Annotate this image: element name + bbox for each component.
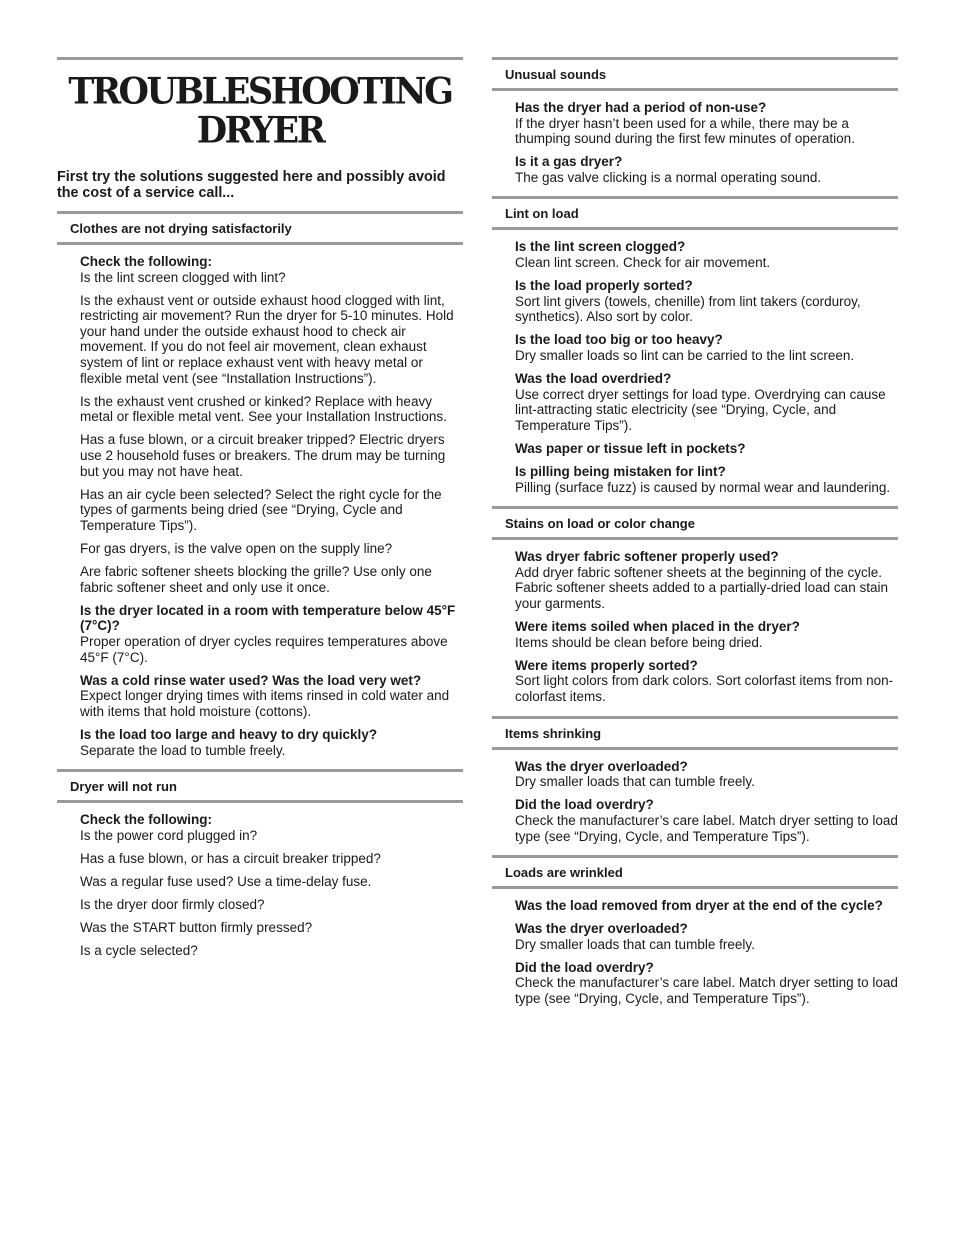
item-question: Was dryer fabric softener properly used? (515, 549, 779, 565)
item-question: Was the dryer overloaded? (515, 921, 688, 937)
troubleshooting-section (57, 769, 463, 959)
item-answer: Has a fuse blown, or has a circuit breaker tripped? (80, 850, 381, 866)
item-question: Is the load properly sorted? (515, 278, 693, 294)
item-answer: Was the START button firmly pressed? (80, 920, 313, 936)
item-answer: Has an air cycle been selected? Select the right cycle for the types of garments being dried (see “Drying, Cycle and Temperature Tips”). (80, 486, 442, 533)
item-answer: Dry smaller loads that can tumble freely. (515, 774, 755, 790)
troubleshooting-item (515, 464, 898, 495)
section-header: Lint on load (492, 196, 898, 230)
item-answer: Dry smaller loads that can tumble freely. (515, 936, 755, 952)
item-question: Is the load too large and heavy to dry quickly? (80, 726, 378, 742)
section-body (57, 245, 463, 758)
troubleshooting-item (80, 874, 463, 890)
troubleshooting-item (515, 332, 898, 363)
troubleshooting-item (515, 921, 898, 952)
item-question: Was the dryer overloaded? (515, 758, 688, 774)
troubleshooting-section (492, 855, 898, 1007)
section-body (492, 230, 898, 495)
intro-text: First try the solutions suggested here and possibly avoid the cost of a service call... (57, 169, 446, 201)
page-title (57, 72, 463, 150)
troubleshooting-item (515, 154, 898, 185)
item-answer: Dry smaller loads so lint can be carried to the lint screen. (515, 348, 855, 364)
item-answer: Has a fuse blown, or a circuit breaker tripped? Electric dryers use 2 household fuses or breakers. The drum may be turning but you may not have heat. (80, 432, 446, 479)
section-header: Items shrinking (492, 716, 898, 750)
troubleshooting-item (80, 943, 463, 959)
section-header: Dryer will not run (57, 769, 463, 803)
item-question: Check the following: (80, 254, 213, 269)
troubleshooting-item (515, 960, 898, 1007)
section-header: Clothes are not drying satisfactorily (57, 211, 463, 245)
troubleshooting-section (492, 57, 898, 185)
troubleshooting-item (80, 812, 463, 843)
section-header: Stains on load or color change (492, 506, 898, 540)
item-answer: Is a cycle selected? (80, 943, 198, 959)
title-line-1: TROUBLESHOOTING (68, 70, 452, 114)
item-answer: Sort light colors from dark colors. Sort colorfast items from non-colorfast items. (515, 673, 894, 705)
troubleshooting-item (515, 371, 898, 433)
troubleshooting-item (80, 564, 463, 595)
troubleshooting-section (492, 506, 898, 704)
item-answer: Check the manufacturer’s care label. Match dryer setting to load type (see “Drying, Cycle, and Temperature Tips”). (515, 812, 898, 844)
item-answer: For gas dryers, is the valve open on the supply line? (80, 541, 393, 556)
item-answer: Was a regular fuse used? Use a time-delay fuse. (80, 873, 372, 889)
troubleshooting-section (57, 211, 463, 758)
troubleshooting-item (80, 727, 463, 758)
item-answer: Sort lint givers (towels, chenille) from lint takers (corduroy, synthetics). Also sort by color. (515, 293, 861, 325)
section-body (492, 91, 898, 185)
troubleshooting-item (80, 254, 463, 285)
troubleshooting-item (515, 619, 898, 650)
troubleshooting-item (515, 658, 898, 705)
item-answer: Add dryer fabric softener sheets at the beginning of the cycle. Fabric softener sheets added to a partially-dried load can stain your garments. (515, 564, 888, 612)
troubleshooting-item (80, 920, 463, 936)
section-body (492, 889, 898, 1007)
item-answer: Expect longer drying times with items rinsed in cold water and with items that hold moisture (cottons). (80, 688, 450, 719)
item-answer: Is the dryer door firmly closed? (80, 897, 265, 912)
item-answer: Items should be clean before being dried. (515, 634, 763, 650)
troubleshooting-item (515, 549, 898, 611)
troubleshooting-item (515, 898, 898, 914)
troubleshooting-item (515, 239, 898, 270)
item-question: Is it a gas dryer? (515, 154, 623, 170)
troubleshooting-item (515, 100, 898, 147)
item-answer: Proper operation of dryer cycles requires temperatures above 45°F (7°C). (80, 633, 448, 665)
troubleshooting-item (80, 897, 463, 913)
troubleshooting-item (80, 603, 463, 665)
item-answer: Are fabric softener sheets blocking the grille? Use only one fabric softener sheet and only use it once. (80, 564, 432, 595)
item-answer: Is the exhaust vent or outside exhaust hood clogged with lint, restricting air movement? Run the dryer for 5-10 minutes. Hold your hand under the outside exhaust hood to check air movement. If you do not feel air movement, clean exhaust system of lint or replace exhaust vent with heavy metal or flexible metal vent (see “Installation Instructions”). (80, 292, 454, 386)
item-answer: Pilling (surface fuzz) is caused by normal wear and laundering. (515, 479, 891, 495)
troubleshooting-item (80, 673, 463, 720)
section-header: Unusual sounds (492, 57, 898, 91)
item-question: Was paper or tissue left in pockets? (515, 441, 746, 456)
section-body (492, 750, 898, 844)
troubleshooting-item (80, 851, 463, 867)
item-question: Is pilling being mistaken for lint? (515, 464, 726, 480)
item-question: Was the load removed from dryer at the end of the cycle? (515, 898, 883, 914)
item-answer: Is the exhaust vent crushed or kinked? Replace with heavy metal or flexible metal vent. See your Installation Instructions. (80, 393, 447, 425)
item-question: Is the load too big or too heavy? (515, 332, 723, 348)
item-question: Was a cold rinse water used? Was the load very wet? (80, 672, 422, 688)
item-answer: Separate the load to tumble freely. (80, 742, 286, 758)
top-rule (57, 57, 463, 60)
item-question: Did the load overdry? (515, 959, 654, 975)
section-body (492, 540, 898, 704)
item-answer: Is the lint screen clogged with lint? (80, 269, 286, 285)
troubleshooting-item (80, 487, 463, 534)
troubleshooting-item (80, 293, 463, 387)
troubleshooting-item (515, 797, 898, 844)
troubleshooting-item (515, 278, 898, 325)
item-question: Is the lint screen clogged? (515, 239, 686, 255)
troubleshooting-item (515, 759, 898, 790)
item-question: Is the dryer located in a room with temperature below 45°F (7°C)? (80, 602, 456, 634)
item-question: Were items soiled when placed in the dryer? (515, 619, 800, 635)
troubleshooting-item (80, 541, 463, 557)
item-answer: The gas valve clicking is a normal operating sound. (515, 169, 822, 185)
troubleshooting-section (492, 196, 898, 495)
section-body (57, 803, 463, 959)
item-question: Check the following: (80, 812, 213, 828)
section-header: Loads are wrinkled (492, 855, 898, 889)
item-answer: Check the manufacturer’s care label. Match dryer setting to load type (see “Drying, Cycle, and Temperature Tips”). (515, 975, 898, 1007)
item-answer: Is the power cord plugged in? (80, 827, 258, 843)
right-sections (492, 57, 898, 1007)
left-column (57, 57, 463, 966)
item-question: Was the load overdried? (515, 371, 672, 387)
item-answer: Use correct dryer settings for load type. Overdrying can cause lint-attracting static electricity (see “Drying, Cycle, and Temperature Tips”). (515, 386, 886, 433)
title-line-2: DRYER (196, 108, 324, 152)
item-answer: Clean lint screen. Check for air movement. (515, 255, 771, 271)
troubleshooting-item (80, 394, 463, 425)
troubleshooting-item (80, 432, 463, 479)
item-question: Has the dryer had a period of non-use? (515, 100, 767, 115)
right-column (492, 57, 898, 1014)
troubleshooting-item (515, 441, 898, 457)
left-sections (57, 211, 463, 959)
troubleshooting-section (492, 716, 898, 844)
item-question: Were items properly sorted? (515, 657, 698, 673)
item-question: Did the load overdry? (515, 797, 654, 813)
item-answer: If the dryer hasn’t been used for a while, there may be a thumping sound during the first few minutes of operation. (515, 115, 855, 147)
